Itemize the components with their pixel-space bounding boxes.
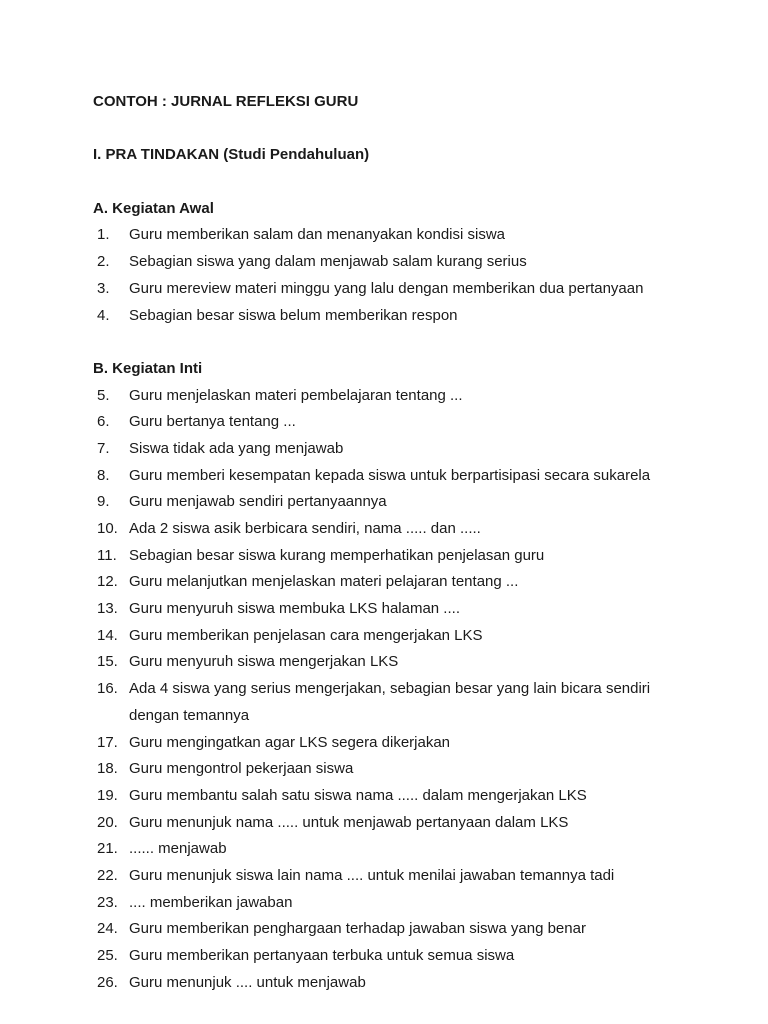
item-number: 17. [97,733,118,751]
list-item [93,596,713,623]
item-number: 22. [97,866,118,884]
item-number: 6. [97,413,110,431]
list-item [93,489,713,516]
list-item [93,276,713,303]
list-item [93,543,713,570]
list-item [93,810,713,837]
item-number: 16. [97,680,118,698]
item-text-continuation: dengan temannya [129,706,250,724]
item-text: Guru menjelaskan materi pembelajaran tentang ... [129,386,463,404]
item-text: .... memberikan jawaban [129,893,293,911]
list-item [93,836,713,863]
item-number: 3. [97,279,110,297]
item-text: Guru melanjutkan menjelaskan materi pelajaran tentang ... [129,573,519,591]
item-text: Guru mengingatkan agar LKS segera dikerjakan [129,733,451,751]
item-number: 4. [97,306,110,324]
item-number: 12. [97,573,118,591]
item-number: 24. [97,920,118,938]
list-item [93,783,713,810]
item-text: Guru memberikan penghargaan terhadap jawaban siswa yang benar [129,920,586,938]
document-title: CONTOH : JURNAL REFLEKSI GURU [93,93,359,110]
item-text: Guru menunjuk .... untuk menjawab [129,973,366,991]
item-text: Guru memberikan pertanyaan terbuka untuk semua siswa [129,947,515,964]
section-heading: I. PRA TINDAKAN (Studi Pendahuluan) [93,146,370,164]
list-item [93,409,713,436]
item-text: Guru mereview materi minggu yang lalu dengan memberikan dua pertanyaan [129,279,644,297]
item-text: Guru membantu salah satu siswa nama ..... dalam mengerjakan LKS [129,786,587,804]
item-text: Guru menyuruh siswa membuka LKS halaman .... [129,600,460,618]
item-number: 10. [97,520,118,537]
spacer [93,329,713,356]
item-number: 26. [97,973,118,991]
item-number: 20. [97,813,118,831]
item-text: Guru memberikan salam dan menanyakan kondisi siswa [129,226,506,244]
item-number: 7. [97,439,110,457]
list-item [93,863,713,890]
item-text: Guru memberikan penjelasan cara mengerjakan LKS [129,626,483,644]
item-number: 23. [97,893,118,911]
item-number: 15. [97,653,118,671]
list-item [93,569,713,596]
list-item [93,249,713,276]
item-text: Sebagian besar siswa belum memberikan respon [129,306,458,324]
list-item [93,756,713,783]
document-page [93,89,713,996]
list-item [93,623,713,650]
list-item [93,463,713,490]
item-number: 1. [97,226,110,244]
list-item [93,303,713,330]
item-text: Guru menjawab sendiri pertanyaannya [129,493,387,511]
item-text: Guru menunjuk siswa lain nama .... untuk menilai jawaban temannya tadi [129,866,615,884]
spacer [93,116,713,143]
item-text: ...... menjawab [129,840,227,858]
item-text: Sebagian besar siswa kurang memperhatikan penjelasan guru [129,546,545,564]
list-item [93,222,713,249]
item-text: Guru menyuruh siswa mengerjakan LKS [129,653,399,671]
list-item [93,943,713,970]
item-number: 14. [97,626,118,644]
item-number: 8. [97,466,110,484]
item-text: Guru memberi kesempatan kepada siswa untuk berpartisipasi secara sukarela [129,466,651,484]
list-item [93,890,713,917]
list-item [93,436,713,463]
subsection-heading: B. Kegiatan Inti [93,359,203,377]
subsections [93,196,713,997]
item-text: Ada 4 siswa yang serius mengerjakan, sebagian besar yang lain bicara sendiri [129,680,651,698]
item-number: 13. [97,600,118,618]
item-number: 2. [97,253,110,271]
item-number: 11. [97,546,117,564]
item-text: Guru mengontrol pekerjaan siswa [129,760,354,778]
item-text: Siswa tidak ada yang menjawab [129,439,344,457]
item-text: Ada 2 siswa asik berbicara sendiri, nama ..... dan ..... [129,520,481,537]
item-number: 19. [97,786,118,804]
item-text: Guru menunjuk nama ..... untuk menjawab pertanyaan dalam LKS [129,813,569,831]
item-text: Sebagian siswa yang dalam menjawab salam kurang serius [129,253,527,271]
list-item [93,970,713,997]
list-item [93,730,713,757]
item-text: Guru bertanya tentang ... [129,413,296,431]
list-item [93,649,713,676]
item-number: 18. [97,760,118,778]
item-number: 5. [97,386,110,404]
item-number: 21. [97,840,118,858]
list-item [93,383,713,410]
item-number: 9. [97,493,110,511]
list-item [93,516,713,543]
list-item [93,916,713,943]
spacer [93,169,713,196]
subsection-heading: A. Kegiatan Awal [93,199,214,217]
list-item [93,676,713,703]
item-number: 25. [97,947,118,964]
